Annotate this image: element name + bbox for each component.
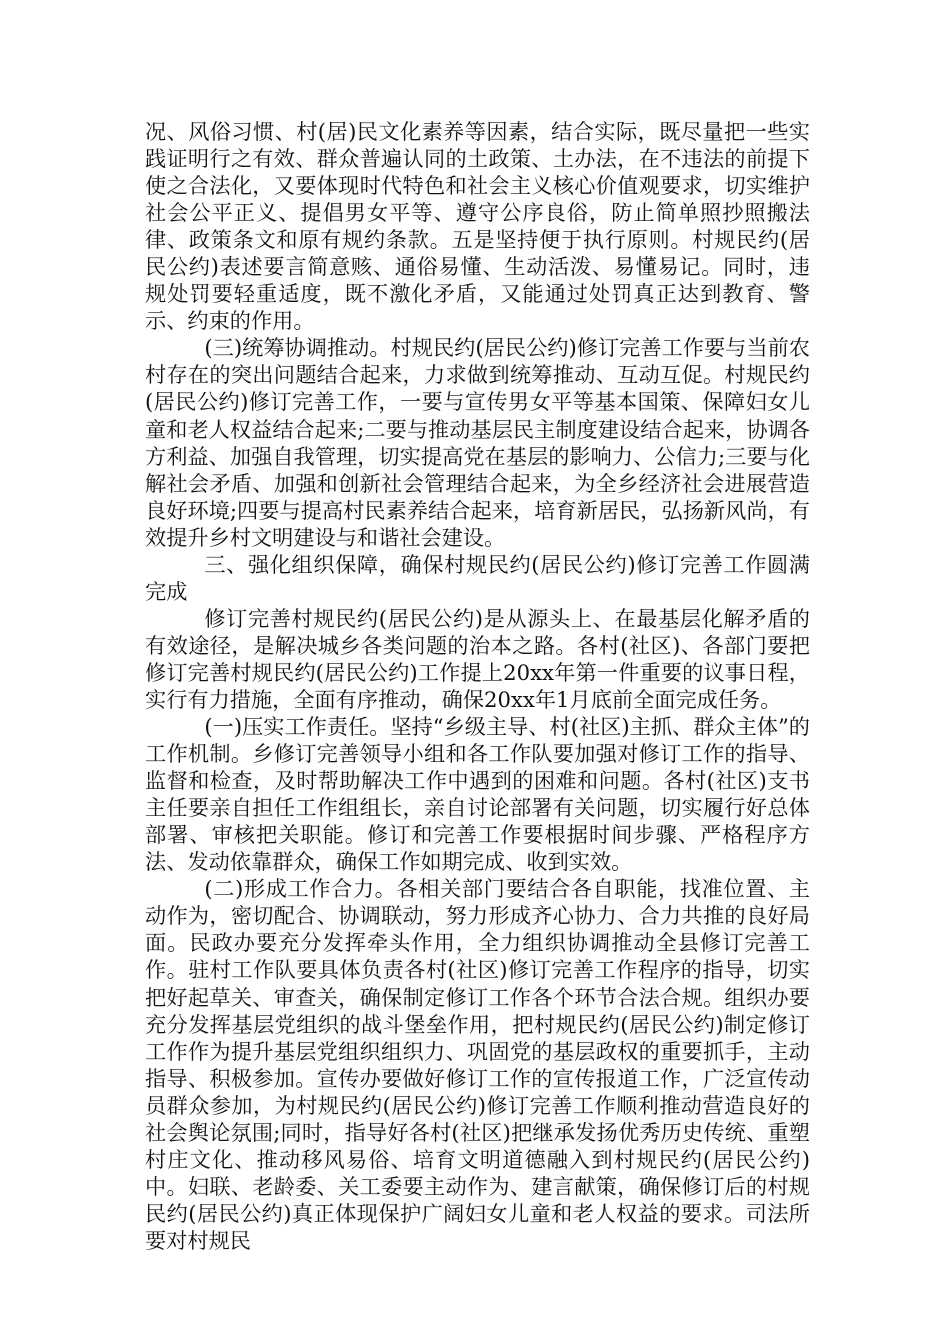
section-heading: 三、强化组织保障，确保村规民约(居民公约)修订完善工作圆满完成 [145, 551, 810, 604]
paragraph-2: (三)统筹协调推动。村规民约(居民公约)修订完善工作要与当前农村存在的突出问题结合起来，力求做到统筹推动、互动互促。村规民约(居民公约)修订完善工作，一要与宣传男女平等基本国策、保障妇女儿童和老人权益结合起来;二要与推动基层民主制度建设结合起来，协调各方利益、加强自我管理，切实提高党在基层的影响力、公信力;三要与化解社会矛盾、加强和创新社会管理结合起来，为全乡经济社会进展营造良好环境;四要与提高村民素养结合起来，培育新居民，弘扬新风尚，有效提升乡村文明建设与和谐社会建设。 [145, 335, 810, 550]
paragraph-1: 况、风俗习惯、村(居)民文化素养等因素，结合实际，既尽量把一些实践证明行之有效、群众普遍认同的土政策、土办法，在不违法的前提下使之合法化，又要体现时代特色和社会主义核心价值观要求，切实维护社会公平正义、提倡男女平等、遵守公序良俗，防止简单照抄照搬法律、政策条文和原有规约条款。五是坚持便于执行原则。村规民约(居民公约)表述要言简意赅、通俗易懂、生动活泼、易懂易记。同时，违规处罚要轻重适度，既不激化矛盾，又能通过处罚真正达到教育、警示、约束的作用。 [145, 119, 810, 334]
paragraph-5: (二)形成工作合力。各相关部门要结合各自职能，找准位置、主动作为，密切配合、协调联动，努力形成齐心协力、合力共推的良好局面。民政办要充分发挥牵头作用，全力组织协调推动全县修订完善工作。驻村工作队要具体负责各村(社区)修订完善工作程序的指导，切实把好起草关、审查关，确保制定修订工作各个环节合法合规。组织办要充分发挥基层党组织的战斗堡垒作用，把村规民约(居民公约)制定修订工作作为提升基层党组织组织力、巩固党的基层政权的重要抓手，主动指导、积极参加。宣传办要做好修订工作的宣传报道工作，广泛宣传动员群众参加，为村规民约(居民公约)修订完善工作顺利推动营造良好的社会舆论氛围;同时，指导好各村(社区)把继承发扬优秀历史传统、重塑村庄文化、推动移风易俗、培育文明道德融入到村规民约(居民公约)中。妇联、老龄委、关工委要主动作为、建言献策，确保修订后的村规民约(居民公约)真正体现保护广阔妇女儿童和老人权益的要求。司法所要对村规民 [145, 876, 810, 1253]
paragraph-4: (一)压实工作责任。坚持“乡级主导、村(社区)主抓、群众主体”的工作机制。乡修订完善领导小组和各工作队要加强对修订工作的指导、监督和检查，及时帮助解决工作中遇到的困难和问题。各村(社区)支书主任要亲自担任工作组组长，亲自讨论部署有关问题，切实履行好总体部署、审核把关职能。修订和完善工作要根据时间步骤、严格程序方法、发动依靠群众，确保工作如期完成、收到实效。 [145, 714, 810, 875]
paragraph-3: 修订完善村规民约(居民公约)是从源头上、在最基层化解矛盾的有效途径，是解决城乡各类问题的治本之路。各村(社区)、各部门要把修订完善村规民约(居民公约)工作提上20xx年第一件重要的议事日程，实行有力措施，全面有序推动，确保20xx年1月底前全面完成任务。 [145, 605, 810, 712]
document-page [145, 118, 810, 1254]
